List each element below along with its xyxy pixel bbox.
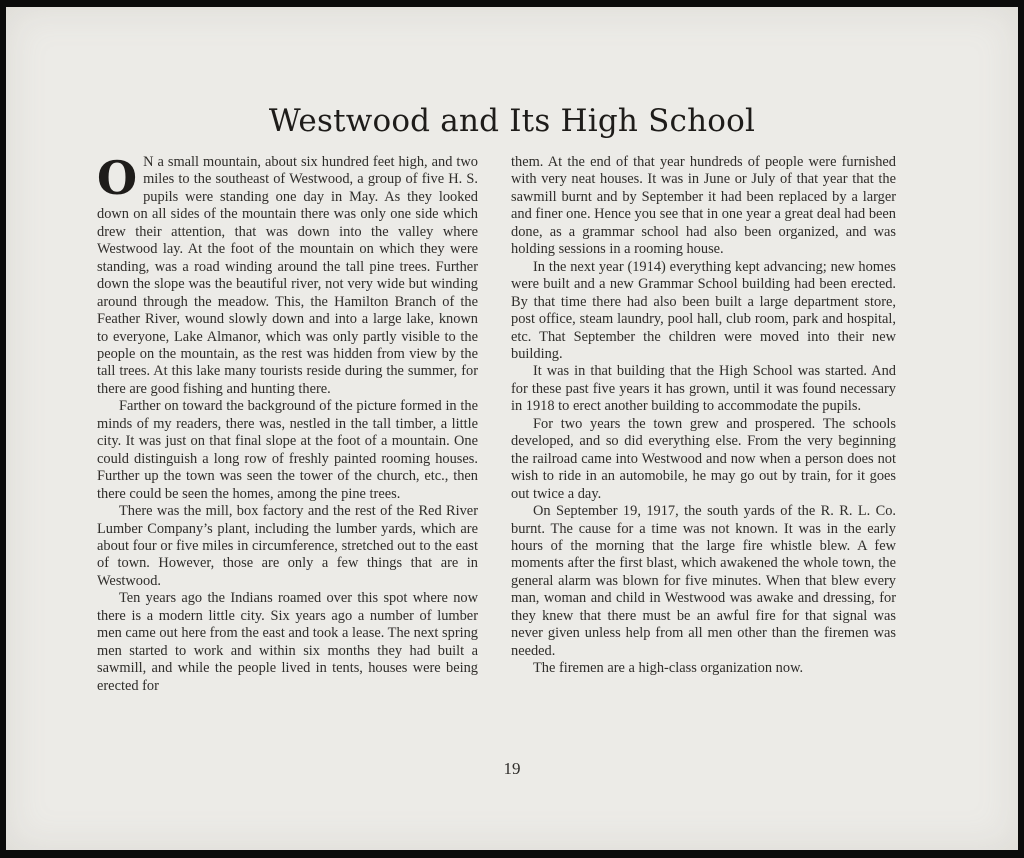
right-column <box>511 154 896 678</box>
paragraph-text: N a small mountain, about six hundred feet high, and two miles to the southeast of Westwood, a group of five H. S. pupils were standing one day in May. As they looked down on all sides of the mountain there was only one side which drew their attention, that was down into the valley where Westwood lay. At the foot of the mountain on which they were standing, was a road winding around the tall pine trees. Further down the slope was the beautiful river, not very wide but winding around through the meadow. This, the Hamilton Branch of the Feather River, wound slowly down and into a large lake, known to everyone, Lake Almanor, which was only partly visible to the people on the mountain, as the rest was hidden from view by the tall trees. At this lake many tourists reside during the summer, for there are good fishing and hunting there. <box>97 154 478 397</box>
paragraph <box>97 151 478 398</box>
paragraph: Farther on toward the background of the picture formed in the minds of my readers, there was, nestled in the tall timber, a little city. It was just on that final slope at the foot of a mountain. One could distinguish a long row of freshly painted rooming houses. Further up the town was seen the tower of the church, etc., then there could be seen the homes, among the pine trees. <box>97 398 478 502</box>
paragraph: On September 19, 1917, the south yards of the R. R. L. Co. burnt. The cause for a time was not known. It was in the early hours of the morning that the large fire whistle blew. A few moments after the first blast, which awakened the whole town, the general alarm was blown for five minutes. When that blew every man, woman and child in Westwood was awake and dressing, for they knew that there must be an awful fire for that signal was never given unless help from all men other than the firemen was needed. <box>511 503 896 659</box>
document-page <box>6 7 1018 850</box>
paragraph: It was in that building that the High School was started. And for these past five years it has grown, until it was found necessary in 1918 to erect another building to accommodate the pupils. <box>511 363 896 415</box>
left-column <box>97 151 478 695</box>
paragraph: them. At the end of that year hundreds of people were furnished with very neat houses. It was in June or July of that year that the sawmill burnt and by September it had been replaced by a larger and finer one. Hence you see that in one year a great deal had been done, as a grammar school had also been organized, and was holding sessions in a rooming house. <box>511 154 896 258</box>
drop-cap: O <box>97 151 138 205</box>
page-number: 19 <box>503 759 521 778</box>
paragraph: For two years the town grew and prospered. The schools developed, and so did everything else. From the very beginning the railroad came into Westwood and now when a person does not wish to ride in an automobile, he may go out by train, for it goes out twice a day. <box>511 415 896 502</box>
paragraph: In the next year (1914) everything kept advancing; new homes were built and a new Grammar School building had been erected. By that time there had also been built a large department store, post office, steam laundry, pool hall, club room, park and hospital, etc. That September the children were moved into their new building. <box>511 258 896 362</box>
paragraph: The firemen are a high-class organization now. <box>533 660 804 677</box>
paragraph: Ten years ago the Indians roamed over this spot where now there is a modern little city. Six years ago a number of lumber men came out here from the east and took a lease. The next spring men started to work and within six months they had built a sawmill, and while the people lived in tents, houses were being erected for <box>97 590 478 694</box>
paragraph: There was the mill, box factory and the rest of the Red River Lumber Company’s plant, including the lumber yards, which are about four or five miles in circumference, stretched out to the east of town. However, those are only a few things that are in Westwood. <box>97 503 478 589</box>
page-title: Westwood and Its High School <box>268 103 756 139</box>
